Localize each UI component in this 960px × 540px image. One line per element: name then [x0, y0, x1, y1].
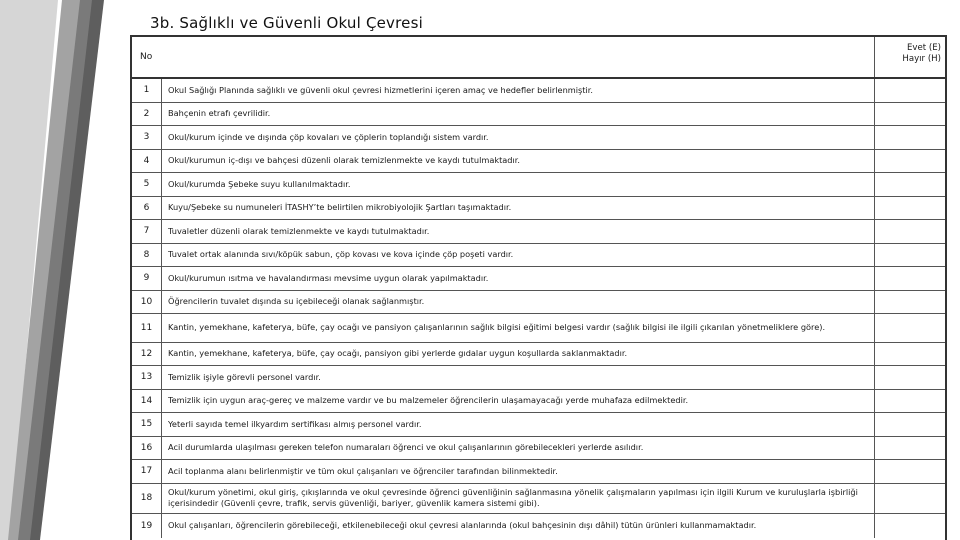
- row-description: Okul/kurumun iç-dışı ve bahçesi düzenli olarak temizlenmekte ve kaydı tutulmaktadır.: [162, 150, 875, 173]
- table-row: [132, 197, 945, 221]
- table-row: [132, 267, 945, 291]
- row-description: Yeterli sayıda temel ilkyardım sertifikası almış personel vardır.: [162, 413, 875, 436]
- row-number: 16: [132, 437, 162, 460]
- row-description: Kantin, yemekhane, kafeterya, büfe, çay ocağı, pansiyon gibi yerlerde gıdalar uygun koşullarda saklanmaktadır.: [162, 343, 875, 366]
- table-row: [132, 173, 945, 197]
- answer-cell[interactable]: [875, 343, 945, 366]
- row-number: 9: [132, 267, 162, 290]
- row-number: 18: [132, 484, 162, 513]
- table-row: [132, 126, 945, 150]
- header-answer-yes: Evet (E): [906, 43, 941, 53]
- header-answer-no: Hayır (H): [902, 54, 941, 64]
- answer-cell[interactable]: [875, 173, 945, 196]
- row-description: Acil toplanma alanı belirlenmiştir ve tüm okul çalışanları ve öğrenciler tarafından bilinmektedir.: [162, 460, 875, 483]
- row-description: Kuyu/Şebeke su numuneleri İTASHY’te belirtilen mikrobiyolojik Şartları taşımaktadır.: [162, 197, 875, 220]
- answer-cell[interactable]: [875, 390, 945, 413]
- table-row: [132, 437, 945, 461]
- row-number: 7: [132, 220, 162, 243]
- header-answer: [875, 37, 945, 77]
- row-description: Tuvaletler düzenli olarak temizlenmekte ve kaydı tutulmaktadır.: [162, 220, 875, 243]
- row-description: Okul/kurumun ısıtma ve havalandırması mevsime uygun olarak yapılmaktadır.: [162, 267, 875, 290]
- row-description: Öğrencilerin tuvalet dışında su içebileceği olanak sağlanmıştır.: [162, 291, 875, 314]
- table-row: [132, 343, 945, 367]
- header-no: No: [140, 52, 153, 62]
- row-description: Bahçenin etrafı çevrilidir.: [162, 103, 875, 126]
- answer-cell[interactable]: [875, 514, 945, 538]
- table-row: [132, 314, 945, 343]
- row-number: 17: [132, 460, 162, 483]
- answer-cell[interactable]: [875, 413, 945, 436]
- table-row: [132, 514, 945, 538]
- row-number: 13: [132, 366, 162, 389]
- answer-cell[interactable]: [875, 220, 945, 243]
- table-row: [132, 291, 945, 315]
- table-row: [132, 220, 945, 244]
- row-number: 1: [132, 79, 162, 102]
- table-row: [132, 150, 945, 174]
- table-row: [132, 413, 945, 437]
- row-number: 14: [132, 390, 162, 413]
- row-description: Tuvalet ortak alanında sıvı/köpük sabun, çöp kovası ve kova içinde çöp poşeti vardır.: [162, 244, 875, 267]
- table-row: [132, 390, 945, 414]
- answer-cell[interactable]: [875, 197, 945, 220]
- answer-cell[interactable]: [875, 437, 945, 460]
- answer-cell[interactable]: [875, 79, 945, 102]
- row-number: 3: [132, 126, 162, 149]
- table-row: [132, 460, 945, 484]
- page-title: 3b. Sağlıklı ve Güvenli Okul Çevresi: [150, 14, 423, 32]
- table-row: [132, 366, 945, 390]
- row-number: 6: [132, 197, 162, 220]
- row-description: Temizlik için uygun araç-gereç ve malzeme vardır ve bu malzemeler öğrencilerin ulaşamayacağı yerde muhafaza edilmektedir.: [162, 390, 875, 413]
- row-number: 19: [132, 514, 162, 538]
- row-number: 5: [132, 173, 162, 196]
- answer-cell[interactable]: [875, 150, 945, 173]
- table-row: [132, 103, 945, 127]
- answer-cell[interactable]: [875, 460, 945, 483]
- answer-cell[interactable]: [875, 366, 945, 389]
- row-description: Okul/kurum içinde ve dışında çöp kovaları ve çöplerin toplandığı sistem vardır.: [162, 126, 875, 149]
- table-row: [132, 244, 945, 268]
- answer-cell[interactable]: [875, 484, 945, 513]
- row-number: 4: [132, 150, 162, 173]
- answer-cell[interactable]: [875, 267, 945, 290]
- row-number: 8: [132, 244, 162, 267]
- row-number: 2: [132, 103, 162, 126]
- decorative-ribbon: [0, 0, 110, 540]
- table-row: [132, 79, 945, 103]
- answer-cell[interactable]: [875, 244, 945, 267]
- table-header-row: [132, 37, 945, 79]
- header-description: [162, 37, 875, 77]
- answer-cell[interactable]: [875, 126, 945, 149]
- row-description: Temizlik işiyle görevli personel vardır.: [162, 366, 875, 389]
- answer-cell[interactable]: [875, 103, 945, 126]
- answer-cell[interactable]: [875, 314, 945, 342]
- row-number: 11: [132, 314, 162, 342]
- row-description: Okul/kurumda Şebeke suyu kullanılmaktadır.: [162, 173, 875, 196]
- row-number: 12: [132, 343, 162, 366]
- row-description: Okul çalışanları, öğrencilerin görebileceği, etkilenebileceği okul çevresi alanlarında (okul bahçesinin dışı dâhil) tütün ürünleri kullanmamaktadır.: [162, 514, 875, 538]
- row-description: Acil durumlarda ulaşılması gereken telefon numaraları öğrenci ve okul çalışanlarının görebilecekleri yerlerde asılıdır.: [162, 437, 875, 460]
- row-description: Okul/kurum yönetimi, okul giriş, çıkışlarında ve okul çevresinde öğrenci güvenliğinin sağlanmasına yönelik çalışmaların yapılması için ilgili Kurum ve kuruluşlarla işbirliği içerisindedir (Güvenli çevre, trafik, servis güvenliği, bariyer, güvenlik kamera sistemi gibi).: [162, 484, 875, 513]
- row-description: Okul Sağlığı Planında sağlıklı ve güvenli okul çevresi hizmetlerini içeren amaç ve hedefler belirlenmiştir.: [162, 79, 875, 102]
- row-number: 15: [132, 413, 162, 436]
- row-number: 10: [132, 291, 162, 314]
- checklist-table: [130, 35, 947, 540]
- answer-cell[interactable]: [875, 291, 945, 314]
- row-description: Kantin, yemekhane, kafeterya, büfe, çay ocağı ve pansiyon çalışanlarının sağlık bilgisi eğitimi belgesi vardır (sağlık bilgisi ile ilgili çıkarılan yönetmeliklere göre).: [162, 314, 875, 342]
- table-row: [132, 484, 945, 514]
